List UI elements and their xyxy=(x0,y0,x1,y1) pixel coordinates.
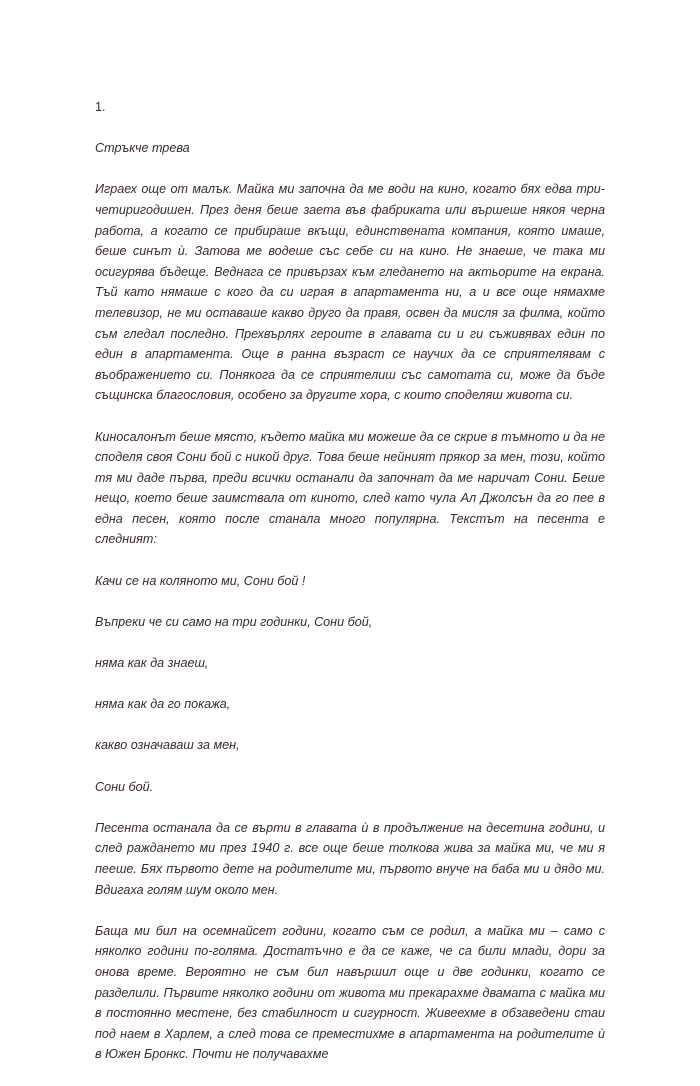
lyric-line: Сони бой. xyxy=(95,779,154,794)
lyric-line: какво означаваш за мен, xyxy=(95,738,240,753)
paragraph: Киносалонът беше място, където майка ми можеше да се скрие в тъмното и да не споделя своя Сони бой с никой друг. Това беше нейният прякор за мен, този, който тя ми даде първа, преди всички останали да започнат да ме наричат Сони. Беше нещо, което беше заимствала от киното, след като чула Ал Джолсън да го пее в една песен, която после станала много популярна. Текстът на песента е следният: xyxy=(95,429,605,547)
page-content xyxy=(95,97,605,1086)
chapter-number: 1. xyxy=(95,100,106,114)
chapter-title: Стръкче трева xyxy=(95,141,190,156)
lyric-line: няма как да знаеш, xyxy=(95,656,209,671)
paragraph: Баща ми бил на осемнайсет години, когато съм се родил, а майка ми – само с няколко години по-голяма. Достатъчно е да се каже, че са били млади, дори за онова време. Вероятно не съм бил навършил още и две годинки, когато се разделили. Първите няколко години от живота ми прекарахме двамата с майка ми в постоянно местене, без стабилност и сигурност. Живеехме в обзаведени стаи под наем в Харлем, а след това се преместихме в апартамента на родителите ѝ в Южен Бронкс. Почти не получавахме xyxy=(95,923,605,1062)
lyric-line: Въпреки че си само на три годинки, Сони бой, xyxy=(95,614,373,629)
lyric-line: Качи се на коляното ми, Сони бой ! xyxy=(95,573,306,588)
lyric-line: няма как да го покажа, xyxy=(95,697,231,712)
paragraph: Песента останала да се върти в главата ѝ в продължение на десетина години, и след раждането ми през 1940 г. все още беше толкова жива за майка ми, че ми я пееше. Бях първото дете на родителите ми, първото внуче на баба ми и дядо ми. Вдигаха голям шум около мен. xyxy=(95,820,605,897)
paragraph: Играех още от малък. Майка ми започна да ме води на кино, когато бях едва три-четиригодишен. През деня беше заета във фабриката или вършеше някоя черна работа, а когато се прибираше вкъщи, единствената компания, която имаше, беше синът ѝ. Затова ме водеше със себе си на кино. Не знаеше, че така ми осигурява бъдеще. Веднага се привързах към гледането на актьорите на екрана. Тъй като нямаше с кого да си играя в апартамента ни, а и все още нямахме телевизор, не ми оставаше какво друго да правя, освен да мисля за филма, който съм гледал последно. Прехвърлях героите в главата си и ги съживявах един по един в апартамента. Още в ранна възраст се научих да се сприятелявам с въображението си. Понякога да се сприятелиш със самотата си, може да бъде същинска благословия, особено за другите хора, с които споделяш живота си. xyxy=(95,182,605,403)
